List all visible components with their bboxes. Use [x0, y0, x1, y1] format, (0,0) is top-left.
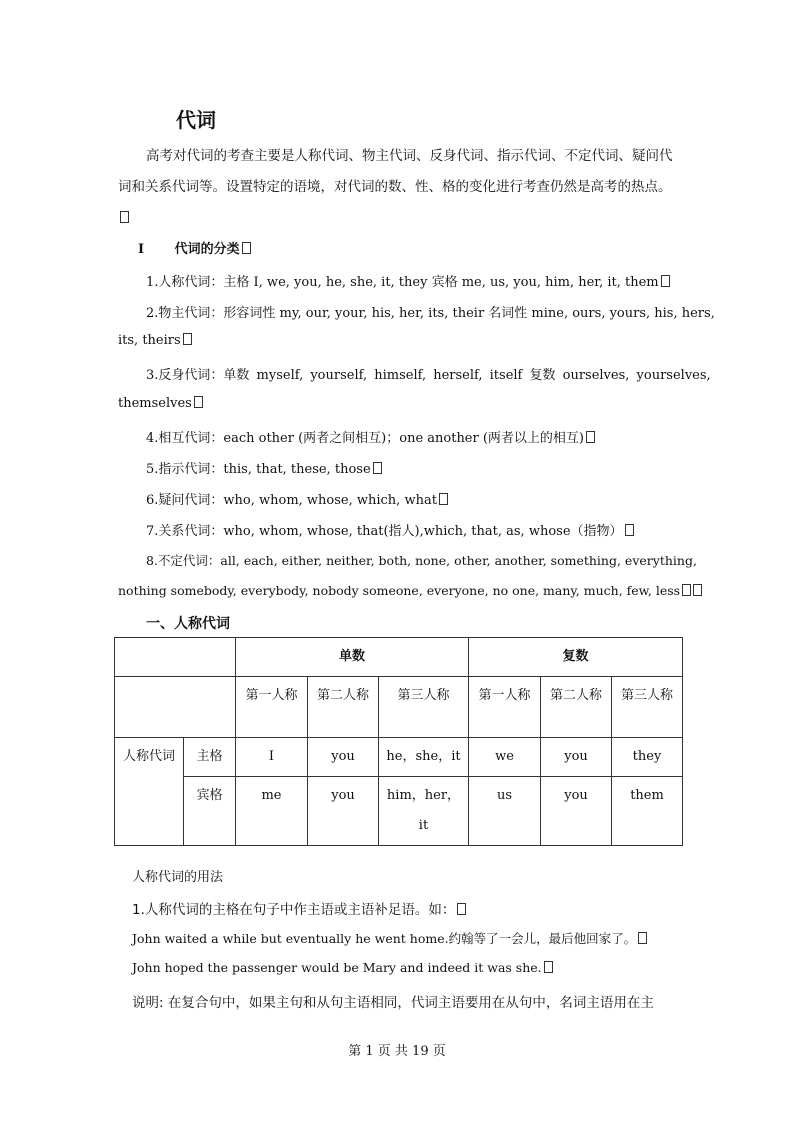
table-corner-cell	[115, 638, 236, 677]
item-7-text: 7.关系代词：who, whom, whose, that(指人),which, that, as, whose（指物）	[146, 524, 623, 539]
table-cell: him，her，it	[379, 777, 469, 846]
intro-text: 高考对代词的考查主要是人称代词、物主代词、反身代词、指示代词、不定代词、疑问代词和关系代词等。设置特定的语境，对代词的数、性、格的变化进行考查仍然是高考的热点。	[118, 148, 673, 195]
item-1	[146, 271, 670, 290]
intro-paragraph	[118, 141, 674, 234]
item-8a	[146, 551, 697, 569]
table-cell: they	[612, 738, 683, 777]
item-8b	[118, 583, 702, 598]
paragraph-mark-icon	[183, 333, 192, 345]
table-person-row	[115, 677, 683, 738]
item-1-text: 1.人称代词：主格 I, we, you, he, she, it, they 宾格 me, us, you, him, her, it, them	[146, 275, 659, 290]
paragraph-mark-icon	[439, 493, 448, 505]
header-second-person-plural: 第二人称	[541, 677, 612, 738]
table-row-nominative	[115, 738, 683, 777]
paragraph-mark-icon	[661, 275, 670, 287]
paragraph-mark-icon	[625, 524, 634, 536]
paragraph-mark-icon	[194, 396, 203, 408]
paragraph-mark-icon	[693, 584, 702, 596]
example-2	[132, 960, 553, 975]
paragraph-mark-icon	[586, 431, 595, 443]
item-2a-text: 2.物主代词：形容词性 my, our, your, his, her, its, their 名词性 mine, ours, yours, his, hers,	[146, 306, 715, 321]
table-cell: we	[469, 738, 541, 777]
table-cell: us	[469, 777, 541, 846]
item-2a	[146, 302, 715, 321]
sub-heading: 一、人称代词	[146, 616, 230, 632]
table-cell: he，she，it	[379, 738, 469, 777]
table-cell: I	[236, 738, 308, 777]
section-heading	[138, 238, 251, 257]
item-6-text: 6.疑问代词：who, whom, whose, which, what	[146, 493, 437, 508]
item-3a	[146, 364, 711, 383]
table-cell: them	[612, 777, 683, 846]
section-number: Ⅰ	[138, 242, 145, 257]
paragraph-mark-icon	[457, 903, 466, 915]
row-group-label: 人称代词	[115, 738, 184, 846]
paragraph-mark-icon	[682, 584, 691, 596]
item-3a-text: 3.反身代词：单数 myself, yourself, himself, herself, itself 复数 ourselves, yourselves,	[146, 368, 711, 383]
header-third-person: 第三人称	[379, 677, 469, 738]
header-third-person-plural: 第三人称	[612, 677, 683, 738]
usage-1-text: 1.人称代词的主格在句子中作主语或主语补足语。如：	[132, 902, 456, 918]
nominative-label: 主格	[184, 738, 236, 777]
table-cell: me	[236, 777, 308, 846]
header-plural: 复数	[469, 638, 683, 677]
header-first-person-plural: 第一人称	[469, 677, 541, 738]
table-header-row	[115, 638, 683, 677]
item-7	[146, 520, 634, 539]
paragraph-mark-icon	[638, 932, 647, 944]
table-cell: you	[308, 777, 379, 846]
example-1	[132, 929, 647, 947]
page-title: 代词	[176, 108, 216, 132]
item-2b	[118, 333, 192, 348]
item-2b-text: its, theirs	[118, 333, 181, 348]
example-1-text: John waited a while but eventually he went home.约翰等了一会儿，最后他回家了。	[132, 931, 637, 946]
accusative-label: 宾格	[184, 777, 236, 846]
usage-heading: 人称代词的用法	[132, 870, 224, 885]
page-footer: 第 1 页 共 19 页	[348, 1044, 446, 1059]
item-5	[146, 458, 382, 477]
item-6	[146, 489, 448, 508]
item-8a-text: 8.不定代词：all, each, either, neither, both, none, other, another, something, everything,	[146, 553, 697, 568]
item-4-text: 4.相互代词：each other (两者之间相互)；one another (两者以上的相互)	[146, 431, 584, 446]
paragraph-mark-icon	[242, 242, 251, 254]
paragraph-mark-icon	[373, 462, 382, 474]
header-first-person: 第一人称	[236, 677, 308, 738]
item-3b	[118, 396, 203, 411]
item-4	[146, 427, 595, 446]
section-title: 代词的分类	[174, 242, 240, 257]
table-row-accusative	[115, 777, 683, 846]
item-8b-text: nothing somebody, everybody, nobody someone, everyone, no one, many, much, few, less	[118, 583, 681, 598]
example-2-text: John hoped the passenger would be Mary and indeed it was she.	[132, 960, 542, 975]
table-cell: you	[541, 777, 612, 846]
header-second-person: 第二人称	[308, 677, 379, 738]
paragraph-mark-icon	[120, 211, 129, 223]
table-cell: you	[541, 738, 612, 777]
usage-1	[132, 898, 466, 918]
personal-pronoun-table	[114, 637, 683, 846]
item-5-text: 5.指示代词：this, that, these, those	[146, 462, 371, 477]
table-empty-cell	[115, 677, 236, 738]
item-3b-text: themselves	[118, 396, 192, 411]
note-line: 说明: 在复合句中，如果主句和从句主语相同，代词主语要用在从句中，名词主语用在主	[132, 995, 654, 1011]
table-cell: you	[308, 738, 379, 777]
paragraph-mark-icon	[544, 961, 553, 973]
header-singular: 单数	[236, 638, 469, 677]
